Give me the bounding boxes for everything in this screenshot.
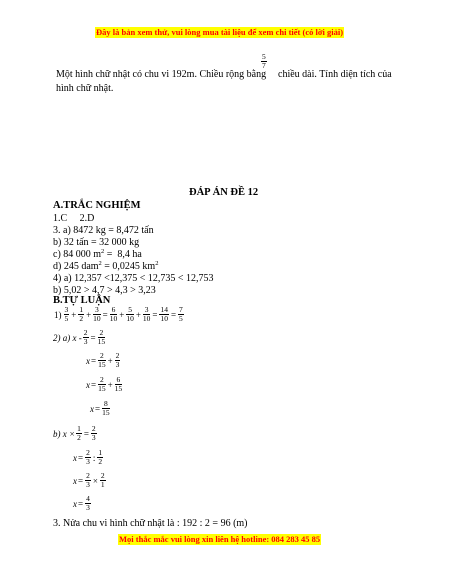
frac: [85, 449, 91, 466]
answer-line-5-sup: 2: [98, 260, 102, 267]
frac: [100, 472, 106, 489]
answer-line-6: 4) a) 12,357 <12,375 < 12,735 < 12,753: [53, 273, 214, 284]
frac: [102, 400, 110, 417]
frac: [98, 376, 106, 393]
q2a-prefix: 2) a) x -: [53, 332, 82, 343]
equals-sign: =: [91, 355, 97, 366]
q3-line: 3. Nửa chu vi hình chữ nhật là : 192 : 2 = 96 (m): [53, 518, 248, 529]
frac: [98, 352, 106, 369]
q1-frac-2: [78, 306, 84, 323]
frac-den: 1: [100, 480, 105, 489]
frac-den: 15: [97, 337, 106, 346]
equals-sign: =: [78, 452, 84, 463]
equals-sign: =: [83, 428, 89, 439]
q2a-row-2: [86, 352, 121, 369]
frac-den: 3: [86, 503, 90, 512]
frac-den: 15: [98, 360, 106, 369]
frac-den: 3: [91, 433, 96, 442]
fraction-numerator: 5: [262, 52, 266, 61]
frac-num: 7: [179, 305, 183, 314]
frac-num: 14: [160, 305, 168, 314]
answer-line-4-a: c) 84 000 m: [53, 249, 102, 260]
answer-title: ĐÁP ÁN ĐỀ 12: [189, 187, 259, 198]
frac-den: 10: [142, 314, 151, 323]
frac-num: 6: [116, 375, 121, 384]
plus-sign: +: [107, 379, 113, 390]
equals-sign: =: [102, 309, 108, 320]
equals-sign: =: [91, 379, 97, 390]
var-x: x: [90, 403, 94, 414]
frac-den: 5: [179, 314, 183, 323]
frac-den: 3: [86, 480, 90, 489]
q2a-row-1: [53, 329, 106, 346]
fraction-denominator: 7: [262, 61, 266, 70]
frac-num: 1: [77, 424, 81, 433]
problem-line-2: hình chữ nhật.: [56, 83, 114, 94]
frac-num: 3: [95, 305, 99, 314]
q1-frac-1: [64, 306, 70, 323]
equals-sign: =: [78, 475, 84, 486]
answer-line-5-a: d) 245 dam: [53, 261, 99, 272]
frac: [97, 449, 103, 466]
problem-line-1a: Một hình chữ nhật có chu vi 192m. Chiều rộng bằng: [56, 69, 267, 80]
frac-den: 2: [98, 457, 103, 466]
frac: [98, 329, 106, 346]
problem-line-1b: chiều dài. Tính diện tích của: [278, 69, 392, 80]
q1-frac-3: [93, 306, 101, 323]
q2b-row-2: [73, 449, 104, 466]
frac-num: 6: [111, 305, 116, 314]
answer-line-3: b) 32 tấn = 32 000 kg: [53, 237, 140, 248]
frac: [115, 376, 123, 393]
frac-num: 8: [103, 399, 108, 408]
answer-line-4-sup: 2: [101, 248, 105, 255]
var-x: x: [86, 355, 90, 366]
frac-den: 2: [77, 433, 81, 442]
frac-den: 15: [102, 408, 110, 417]
frac-den: 5: [64, 314, 69, 323]
plus-sign: +: [71, 309, 77, 320]
frac-num: 5: [128, 305, 132, 314]
var-x: x: [73, 452, 77, 463]
frac-den: 2: [79, 314, 84, 323]
answer-line-2: 3. a) 8472 kg = 8,472 tấn: [53, 225, 154, 236]
frac-den: 15: [98, 384, 106, 393]
frac-num: 2: [86, 471, 90, 480]
q2a-row-3: [86, 376, 123, 393]
frac-num: 2: [99, 351, 104, 360]
frac-num: 2: [100, 471, 105, 480]
plus-sign: +: [119, 309, 125, 320]
frac-num: 1: [98, 448, 103, 457]
answer-line-1: 1.C 2.D: [53, 213, 95, 224]
frac-num: 1: [79, 305, 84, 314]
equals-sign: =: [78, 498, 84, 509]
frac-num: 3: [64, 305, 69, 314]
equals-sign: =: [90, 332, 96, 343]
problem-fraction: [261, 53, 267, 70]
frac: [76, 425, 82, 442]
frac: [115, 352, 121, 369]
frac: [85, 472, 91, 489]
frac-num: 2: [99, 328, 104, 337]
q1-equation: [53, 306, 185, 323]
q2a-row-4: [90, 400, 111, 417]
section-a-heading: A.TRẮC NGHIỆM: [53, 200, 141, 211]
frac-num: 2: [115, 351, 120, 360]
q1-frac-6: [143, 306, 151, 323]
q2b-row-3: [73, 472, 107, 489]
equals-sign: =: [170, 309, 177, 320]
divide-sign: :: [92, 452, 96, 463]
frac-num: 2: [86, 448, 90, 457]
q1-frac-8: [178, 306, 184, 323]
q1-frac-7: [159, 306, 169, 323]
frac-num: 4: [86, 494, 90, 503]
frac: [91, 425, 97, 442]
frac-den: 3: [115, 360, 120, 369]
equals-sign: =: [95, 403, 101, 414]
frac: [85, 495, 91, 512]
var-x: x: [73, 498, 77, 509]
frac: [83, 329, 89, 346]
frac-den: 3: [83, 337, 88, 346]
frac-num: 2: [99, 375, 104, 384]
plus-sign: +: [107, 355, 113, 366]
times-sign: ×: [92, 475, 98, 486]
q2b-row-4: [73, 495, 92, 512]
answer-line-4-b: = 8,4 ha: [104, 249, 142, 260]
hotline-banner: Mọi thắc mắc vui lòng xin liên hệ hotline: 084 283 45 85: [119, 534, 321, 544]
q2b-row-1: [53, 425, 98, 442]
frac-den: 10: [93, 314, 101, 323]
answer-line-5-sup2: 2: [155, 260, 159, 267]
frac-num: 2: [91, 424, 96, 433]
answer-line-5-b: = 0,0245 km: [101, 261, 156, 272]
q1-frac-4: [110, 306, 118, 323]
var-x: x: [86, 379, 90, 390]
section-b-heading: B.TỰ LUẬN: [53, 295, 111, 306]
frac-den: 10: [160, 314, 168, 323]
frac-num: 2: [83, 328, 88, 337]
frac-num: 3: [144, 305, 149, 314]
plus-sign: +: [86, 309, 92, 320]
plus-sign: +: [135, 309, 141, 320]
frac-den: 10: [126, 314, 134, 323]
preview-banner: Đây là bản xem thử, vui lòng mua tài liệu để xem chi tiết (có lời giải): [96, 27, 344, 37]
frac-den: 3: [86, 457, 90, 466]
q1-prefix: 1): [54, 309, 62, 320]
q2b-prefix: b) x ×: [53, 428, 76, 439]
equals-sign: =: [152, 309, 158, 320]
q1-frac-5: [126, 306, 134, 323]
frac-den: 15: [114, 384, 123, 393]
var-x: x: [73, 475, 77, 486]
answer-line-7: b) 5,02 > 4,7 > 4,3 > 3,23: [53, 285, 156, 296]
frac-den: 10: [109, 314, 118, 323]
